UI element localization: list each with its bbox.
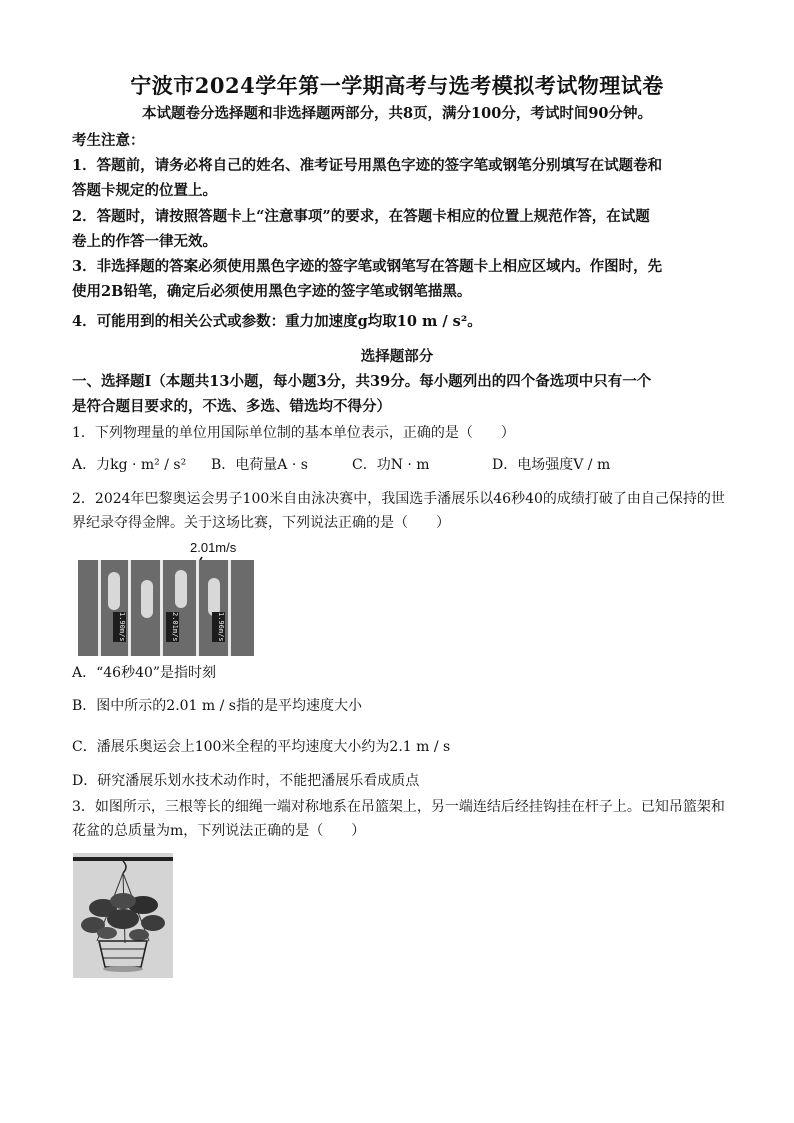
notice-line: 答题卡规定的位置上。	[72, 182, 217, 199]
q1-option-d: D．电场强度V / m	[492, 457, 611, 473]
q2-option-a: A．“46秒40”是指时刻	[72, 665, 217, 681]
q2-option-c: C．潘展乐奥运会上100米全程的平均速度大小约为2.1 m / s	[72, 739, 451, 755]
lane-rope	[160, 560, 163, 656]
notice-line: 使用2B铅笔，确定后必须使用黑色字迹的签字笔或钢笔描黑。	[72, 283, 472, 300]
q2-option-d: D．研究潘展乐划水技术动作时，不能把潘展乐看成质点	[72, 773, 420, 789]
swimming-photo	[78, 560, 254, 656]
q2-option-b: B．图中所示的2.01 m / s指的是平均速度大小	[72, 698, 362, 714]
q3-stem: 3．如图所示，三根等长的细绳一端对称地系在吊篮架上，另一端连结后经挂钩挂在杆子上。已知吊篮架和	[72, 799, 725, 815]
speed-board: 2.01m/s	[166, 612, 179, 642]
speed-board: 1.96m/s	[212, 612, 225, 642]
notice-line: 1．答题前，请务必将自己的姓名、准考证号用黑色字迹的签字笔或钢笔分别填写在试题卷和	[72, 157, 663, 174]
lane-rope	[228, 560, 231, 656]
speed-board: 1.90m/s	[113, 612, 126, 642]
q1-option-a: A．力kg · m² / s²	[72, 457, 187, 473]
part1-instructions: 一、选择题Ⅰ（本题共13小题，每小题3分，共39分。每小题列出的四个备选项中只有一个	[72, 373, 652, 390]
notice-heading: 考生注意：	[72, 132, 145, 149]
lane-rope	[196, 560, 199, 656]
section-title: 选择题部分	[360, 348, 434, 365]
lane-rope	[98, 560, 101, 656]
part1-instructions: 是符合题目要求的，不选、多选、错选均不得分）	[72, 398, 391, 415]
q1-stem: 1．下列物理量的单位用国际单位制的基本单位表示，正确的是（ ）	[72, 425, 515, 441]
notice-line: 4．可能用到的相关公式或参数：重力加速度g均取10 m / s²。	[72, 313, 482, 330]
notice-line: 2．答题时，请按照答题卡上“注意事项”的要求，在答题卡相应的位置上规范作答，在试题	[72, 208, 650, 225]
q2-stem: 界纪录夺得金牌。关于这场比赛，下列说法正确的是（ ）	[72, 515, 450, 531]
q1-option-c: C．功N · m	[352, 457, 430, 473]
lane-rope	[128, 560, 131, 656]
q1-option-b: B．电荷量A · s	[211, 457, 308, 473]
notice-line: 卷上的作答一律无效。	[72, 233, 217, 250]
q3-stem: 花盆的总质量为m，下列说法正确的是（ ）	[72, 823, 366, 839]
swimmer	[108, 572, 120, 610]
swimmer	[141, 580, 153, 618]
notice-line: 3．非选择题的答案必须使用黑色字迹的签字笔或钢笔写在答题卡上相应区域内。作图时，先	[72, 258, 663, 275]
hanging-basket-photo	[73, 853, 173, 978]
q2-stem: 2．2024年巴黎奥运会男子100米自由泳决赛中，我国选手潘展乐以46秒40的成绩打破了由自己保持的世	[72, 491, 725, 507]
hanging-basket-icon	[73, 853, 173, 978]
exam-intro: 本试题卷分选择题和非选择题两部分，共8页，满分100分，考试时间90分钟。	[141, 105, 653, 122]
speed-label: 2.01m/s	[190, 540, 237, 555]
swimmer	[208, 578, 220, 616]
exam-title: 宁波市2024学年第一学期高考与选考模拟考试物理试卷	[130, 73, 664, 98]
swimmer	[175, 570, 187, 608]
